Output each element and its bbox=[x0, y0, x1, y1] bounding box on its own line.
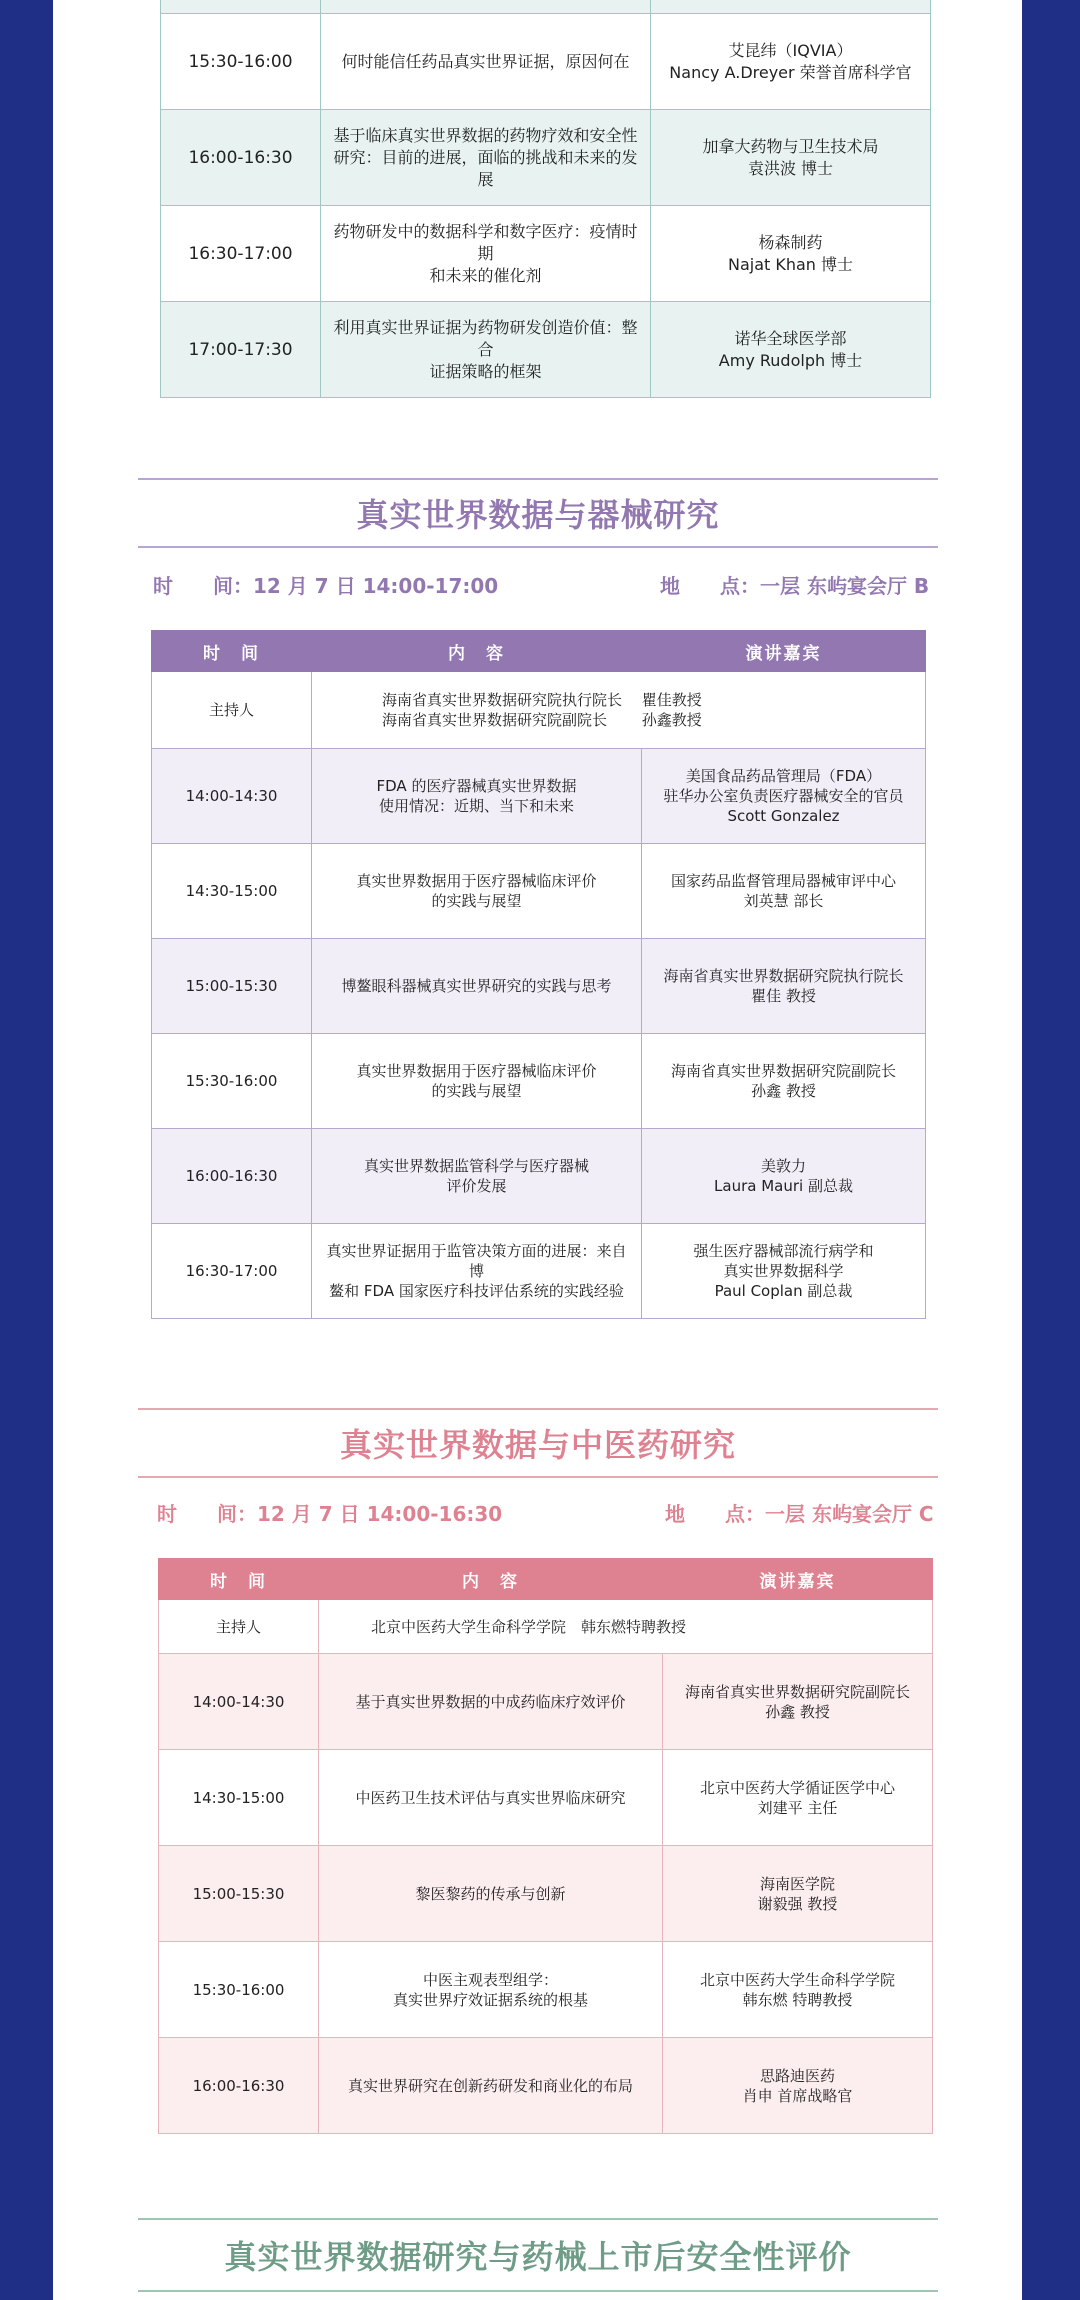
topic-line: 何时能信任药品真实世界证据，原因何在 bbox=[341, 51, 630, 71]
agenda-row bbox=[161, 302, 931, 398]
agenda-row bbox=[159, 1846, 933, 1942]
session-time-cell: 14:30-15:00 bbox=[159, 1750, 319, 1846]
column-header-speaker: 演讲嘉宾 bbox=[663, 1559, 933, 1600]
speaker-line: 谢毅强 教授 bbox=[757, 1894, 838, 1913]
speaker-cell bbox=[642, 939, 926, 1034]
topic-cell bbox=[312, 749, 642, 844]
agenda-row bbox=[161, 206, 931, 302]
host-names: 北京中医药大学生命科学学院 韩东燃特聘教授 bbox=[319, 1600, 933, 1654]
speaker-cell bbox=[642, 1224, 926, 1319]
speaker-cell bbox=[651, 206, 931, 302]
speaker-cell bbox=[642, 749, 926, 844]
speaker-line: 美敦力 bbox=[760, 1157, 806, 1175]
speaker-line: Amy Rudolph 博士 bbox=[718, 350, 863, 370]
speaker-line: 美国食品药品管理局（FDA） bbox=[685, 767, 882, 785]
topic-cell bbox=[321, 110, 651, 206]
speaker-line: 肖申 首席战略官 bbox=[742, 2086, 853, 2105]
speaker-line: 海南医学院 bbox=[759, 1874, 835, 1893]
host-row bbox=[159, 1600, 933, 1654]
section-divider-bottom bbox=[138, 2290, 938, 2292]
column-header-content: 内 容 bbox=[312, 631, 642, 672]
agenda-row bbox=[159, 1750, 933, 1846]
speaker-line: 海南省真实世界数据研究院执行院长 bbox=[663, 967, 904, 985]
speaker-line: 杨森制药 bbox=[758, 232, 823, 252]
topic-line: 真实世界研究在创新药研发和商业化的布局 bbox=[347, 2076, 633, 2095]
speaker-line: Laura Mauri 副总裁 bbox=[714, 1177, 853, 1195]
speaker-line: 国家药品监督管理局器械审评中心 bbox=[670, 872, 896, 890]
session-time-cell: 15:00-15:30 bbox=[152, 939, 312, 1034]
speaker-cell bbox=[663, 1846, 933, 1942]
topic-line: 真实世界疗效证据系统的根基 bbox=[392, 1990, 588, 2009]
column-header-content: 内 容 bbox=[319, 1559, 663, 1600]
speaker-cell bbox=[642, 1034, 926, 1129]
topic-cell bbox=[321, 302, 651, 398]
session-time-cell: 16:00-16:30 bbox=[152, 1129, 312, 1224]
topic-line: FDA 的医疗器械真实世界数据 bbox=[376, 777, 577, 795]
speaker-line: 刘英慧 部长 bbox=[743, 892, 824, 910]
section-divider-bottom bbox=[138, 1476, 938, 1478]
section-divider-bottom bbox=[138, 546, 938, 548]
column-header-speaker: 演讲嘉宾 bbox=[642, 631, 926, 672]
topic-line: 鳌和 FDA 国家医疗科技评估系统的实践经验 bbox=[329, 1282, 624, 1300]
speaker-line: 强生医疗器械部流行病学和 bbox=[693, 1242, 874, 1260]
session-venue: 地 点：一层 东屿宴会厅 B bbox=[660, 574, 930, 598]
topic-line: 和未来的催化剂 bbox=[429, 265, 542, 285]
host-label: 主持人 bbox=[152, 672, 312, 749]
topic-line: 基于临床真实世界数据的药物疗效和安全性 bbox=[333, 125, 638, 145]
session-time-cell: 16:00-16:30 bbox=[161, 110, 321, 206]
speaker-line: 刘建平 主任 bbox=[757, 1798, 838, 1817]
topic-line: 中医药卫生技术评估与真实世界临床研究 bbox=[355, 1788, 626, 1807]
agenda-row bbox=[152, 749, 926, 844]
drug-rwe-agenda-table bbox=[160, 0, 931, 398]
session-time-cell: 16:30-17:00 bbox=[161, 206, 321, 302]
topic-cell bbox=[319, 1942, 663, 2038]
speaker-line: Nancy A.Dreyer 荣誉首席科学官 bbox=[669, 62, 912, 82]
speaker-line: 孙鑫 教授 bbox=[751, 1082, 816, 1100]
agenda-row bbox=[152, 844, 926, 939]
session-time-cell: 16:00-16:30 bbox=[159, 2038, 319, 2134]
speaker-line: Paul Coplan 副总裁 bbox=[714, 1282, 853, 1300]
column-header-time: 时 间 bbox=[159, 1559, 319, 1600]
topic-line: 黎医黎药的传承与创新 bbox=[415, 1884, 566, 1903]
session-venue: 地 点：一层 东屿宴会厅 C bbox=[665, 1502, 934, 1526]
session-time-cell: 14:30-15:00 bbox=[152, 844, 312, 939]
topic-line: 研究：目前的进展，面临的挑战和未来的发展 bbox=[333, 147, 638, 189]
speaker-line: 海南省真实世界数据研究院副院长 bbox=[670, 1062, 896, 1080]
speaker-line: 瞿佳 教授 bbox=[751, 987, 816, 1005]
topic-line: 证据策略的框架 bbox=[429, 361, 542, 381]
topic-line: 评价发展 bbox=[446, 1177, 507, 1195]
speaker-line: Scott Gonzalez bbox=[727, 807, 840, 825]
speaker-line: 思路迪医药 bbox=[759, 2066, 835, 2085]
speaker-cell bbox=[663, 1750, 933, 1846]
section-divider-top bbox=[138, 1408, 938, 1410]
topic-line: 博鳌眼科器械真实世界研究的实践与思考 bbox=[341, 977, 612, 995]
speaker-line: 袁洪波 博士 bbox=[747, 158, 834, 178]
topic-line: 真实世界证据用于监管决策方面的进展：来自博 bbox=[326, 1242, 627, 1280]
agenda-row bbox=[161, 14, 931, 110]
topic-line: 的实践与展望 bbox=[431, 892, 522, 910]
empty-cell bbox=[321, 0, 651, 14]
tcm-agenda-table bbox=[158, 1558, 933, 2134]
speaker-line: 诺华全球医学部 bbox=[734, 328, 847, 348]
agenda-page bbox=[53, 0, 1022, 2300]
session-time-cell: 15:30-16:00 bbox=[152, 1034, 312, 1129]
agenda-row bbox=[152, 1224, 926, 1319]
speaker-cell bbox=[642, 1129, 926, 1224]
agenda-row bbox=[159, 2038, 933, 2134]
agenda-row bbox=[152, 1129, 926, 1224]
topic-line: 药物研发中的数据科学和数字医疗：疫情时期 bbox=[333, 221, 638, 263]
topic-cell bbox=[319, 1846, 663, 1942]
topic-line: 中医主观表型组学： bbox=[422, 1970, 558, 1989]
column-header-time: 时 间 bbox=[152, 631, 312, 672]
topic-line: 真实世界数据用于医疗器械临床评价 bbox=[356, 872, 597, 890]
topic-cell bbox=[312, 1129, 642, 1224]
session-time-cell: 17:00-17:30 bbox=[161, 302, 321, 398]
section-title-tcm: 真实世界数据与中医药研究 bbox=[339, 1426, 736, 1464]
topic-cell bbox=[321, 206, 651, 302]
topic-cell bbox=[321, 14, 651, 110]
topic-line: 基于真实世界数据的中成药临床疗效评价 bbox=[355, 1692, 626, 1711]
host-name-line: 海南省真实世界数据研究院执行院长 瞿佳教授 bbox=[382, 691, 702, 709]
session-time-cell: 15:30-16:00 bbox=[159, 1942, 319, 2038]
topic-line: 的实践与展望 bbox=[431, 1082, 522, 1100]
agenda-row bbox=[161, 110, 931, 206]
host-name-line: 海南省真实世界数据研究院副院长 孙鑫教授 bbox=[382, 711, 702, 729]
speaker-cell bbox=[642, 844, 926, 939]
topic-cell bbox=[312, 844, 642, 939]
speaker-line: Najat Khan 博士 bbox=[727, 254, 854, 274]
topic-cell bbox=[319, 1654, 663, 1750]
session-time-cell: 14:00-14:30 bbox=[159, 1654, 319, 1750]
session-time-cell: 15:30-16:00 bbox=[161, 14, 321, 110]
session-time: 时 间：12 月 7 日 14:00-17:00 bbox=[153, 574, 499, 598]
topic-line: 真实世界数据用于医疗器械临床评价 bbox=[356, 1062, 597, 1080]
host-names bbox=[312, 672, 926, 749]
speaker-line: 孙鑫 教授 bbox=[765, 1702, 830, 1721]
section-divider-top bbox=[138, 478, 938, 480]
speaker-cell bbox=[651, 110, 931, 206]
topic-cell bbox=[312, 1034, 642, 1129]
session-time-cell: 16:30-17:00 bbox=[152, 1224, 312, 1319]
session-time: 时 间：12 月 7 日 14:00-16:30 bbox=[157, 1502, 503, 1526]
speaker-line: 北京中医药大学生命科学学院 bbox=[699, 1970, 895, 1989]
speaker-line: 艾昆纬（IQVIA） bbox=[728, 40, 853, 60]
agenda-row bbox=[152, 1034, 926, 1129]
speaker-line: 加拿大药物与卫生技术局 bbox=[702, 136, 879, 156]
speaker-cell bbox=[651, 302, 931, 398]
section-title-safety: 真实世界数据研究与药械上市后安全性评价 bbox=[224, 2238, 852, 2276]
speaker-line: 驻华办公室负责医疗器械安全的官员 bbox=[663, 787, 904, 805]
topic-cell bbox=[312, 1224, 642, 1319]
topic-line: 利用真实世界证据为药物研发创造价值：整合 bbox=[333, 317, 638, 359]
speaker-line: 韩东燃 特聘教授 bbox=[742, 1990, 853, 2009]
speaker-line: 北京中医药大学循证医学中心 bbox=[699, 1778, 895, 1797]
session-time-cell: 14:00-14:30 bbox=[152, 749, 312, 844]
empty-cell bbox=[651, 0, 931, 14]
agenda-row-partial bbox=[161, 0, 931, 14]
device-agenda-table bbox=[151, 630, 926, 1319]
topic-line: 真实世界数据监管科学与医疗器械 bbox=[363, 1157, 589, 1175]
section-title-device: 真实世界数据与器械研究 bbox=[356, 496, 720, 534]
speaker-line: 海南省真实世界数据研究院副院长 bbox=[684, 1682, 910, 1701]
speaker-line: 真实世界数据科学 bbox=[723, 1262, 844, 1280]
agenda-row bbox=[152, 939, 926, 1034]
speaker-cell bbox=[663, 1654, 933, 1750]
host-label: 主持人 bbox=[159, 1600, 319, 1654]
empty-cell bbox=[161, 0, 321, 14]
section-divider-top bbox=[138, 2218, 938, 2220]
host-row bbox=[152, 672, 926, 749]
topic-cell bbox=[319, 2038, 663, 2134]
speaker-cell bbox=[651, 14, 931, 110]
agenda-row bbox=[159, 1654, 933, 1750]
session-time-cell: 15:00-15:30 bbox=[159, 1846, 319, 1942]
topic-line: 使用情况：近期、当下和未来 bbox=[378, 797, 574, 815]
speaker-cell bbox=[663, 2038, 933, 2134]
speaker-cell bbox=[663, 1942, 933, 2038]
agenda-row bbox=[159, 1942, 933, 2038]
topic-cell bbox=[312, 939, 642, 1034]
topic-cell bbox=[319, 1750, 663, 1846]
